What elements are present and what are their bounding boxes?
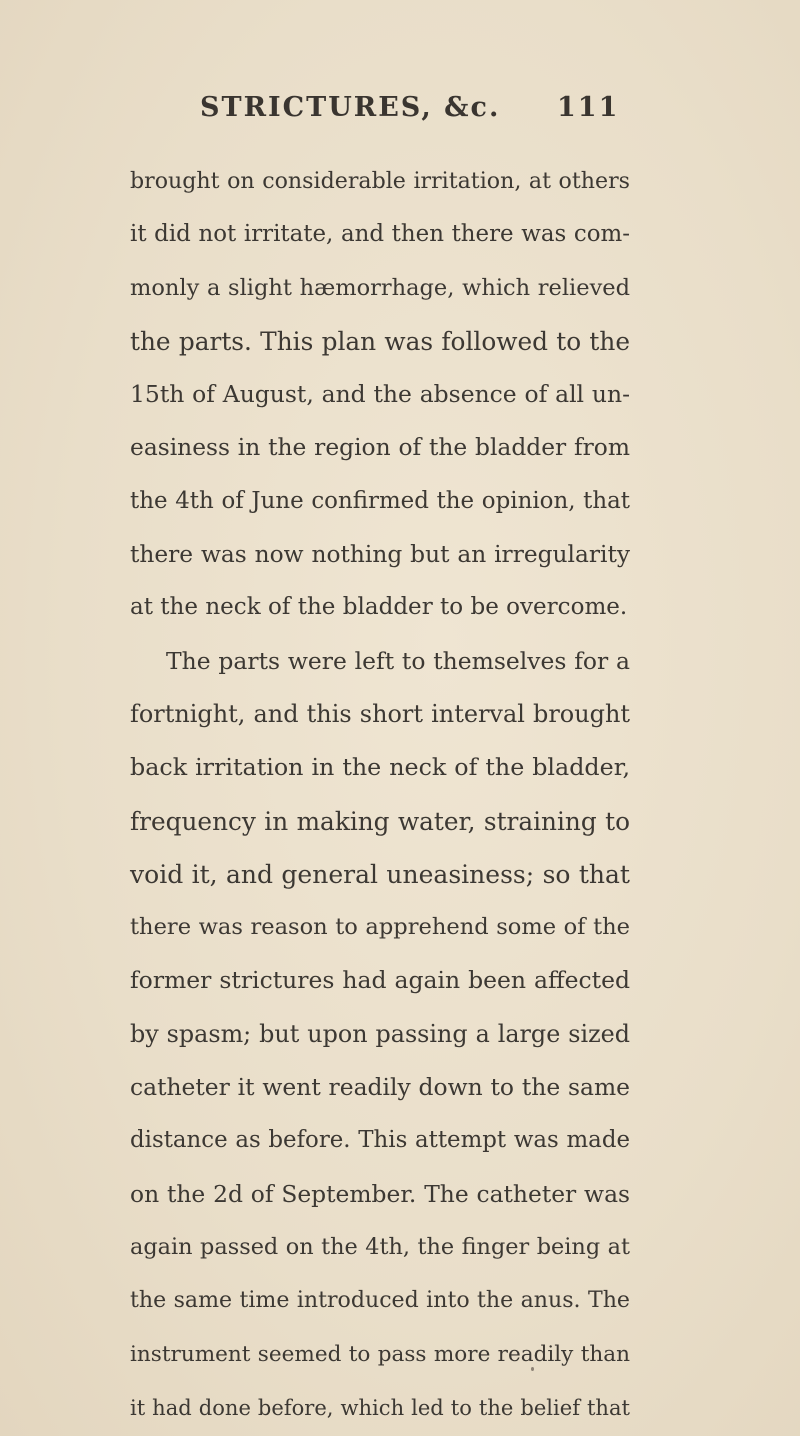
- text-line: fortnight, and this short interval brought: [130, 699, 630, 728]
- text-line: again passed on the 4th, the finger being at: [130, 1233, 630, 1260]
- text-line: 15th of August, and the absence of all un-: [130, 380, 630, 409]
- text-line: instrument seemed to pass more readily than: [130, 1341, 630, 1367]
- text-line: by spasm; but upon passing a large sized: [130, 1019, 630, 1048]
- text-line: brought on considerable irritation, at others: [130, 168, 630, 194]
- text-line: monly a slight hæmorrhage, which relieved: [130, 274, 630, 301]
- running-head: [0, 88, 800, 128]
- text-line: the parts. This plan was followed to the: [130, 326, 630, 356]
- text-line: it did not irritate, and then there was com-: [130, 221, 630, 248]
- text-line: there was now nothing but an irregularity: [130, 541, 630, 569]
- body-text: [130, 155, 630, 1434]
- text-line: former strictures had again been affected: [130, 966, 630, 995]
- paper-speck: [531, 1367, 534, 1371]
- text-line: void it, and general uneasiness; so that: [130, 859, 630, 889]
- text-line: back irritation in the neck of the bladder,: [130, 753, 630, 782]
- text-line: on the 2d of September. The catheter was: [130, 1179, 630, 1208]
- text-line: easiness in the region of the bladder from: [130, 433, 630, 462]
- text-line: The parts were left to themselves for a: [166, 646, 630, 675]
- text-line: frequency in making water, straining to: [130, 806, 630, 836]
- running-title: STRICTURES, &c.: [200, 92, 501, 123]
- page-number: 111: [557, 92, 620, 123]
- text-line: catheter it went readily down to the same: [130, 1073, 630, 1102]
- text-line: at the neck of the bladder to be overcome.: [130, 594, 628, 621]
- text-line: distance as before. This attempt was made: [130, 1127, 630, 1154]
- text-line: the same time introduced into the anus. The: [130, 1287, 630, 1314]
- text-line: the 4th of June confirmed the opinion, that: [130, 487, 630, 514]
- text-line: it had done before, which led to the belief that: [130, 1394, 630, 1420]
- text-line: there was reason to apprehend some of the: [130, 914, 630, 941]
